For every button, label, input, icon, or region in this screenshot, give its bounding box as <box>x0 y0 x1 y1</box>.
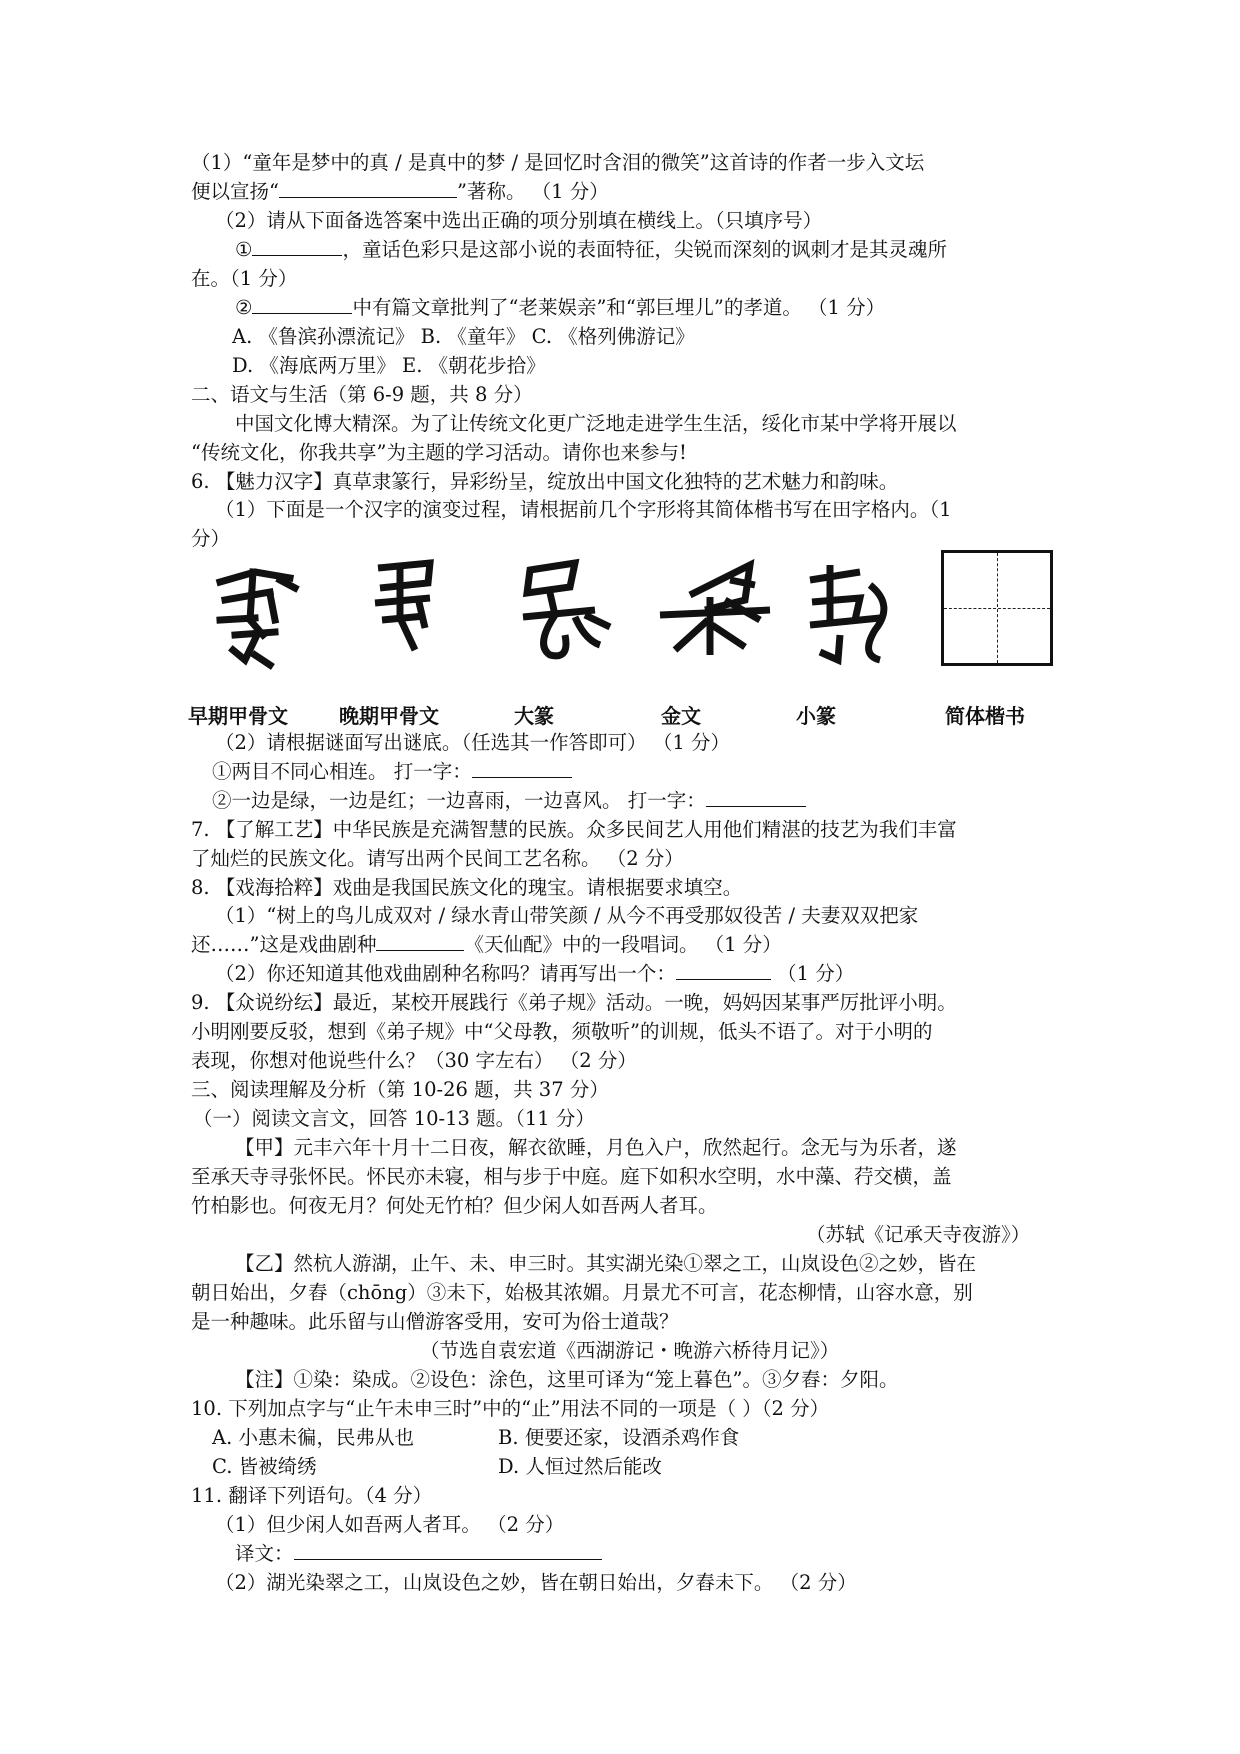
q6-1-line: （1）下面是一个汉字的演变过程，请根据前几个字形将其简体楷书写在田字格内。（1 <box>215 498 952 521</box>
caption-big-seal: 大篆 <box>514 704 554 728</box>
answer-blank[interactable] <box>252 237 342 256</box>
section-heading-2: 二、语文与生活（第 6-9 题，共 8 分） <box>191 383 533 406</box>
text: （1 分） <box>770 962 855 985</box>
text-line: 中国文化博大精深。为了让传统文化更广泛地走进学生生活，绥化市某中学将开展以 <box>235 412 957 435</box>
q11-2-line: （2）湖光染翠之工，山岚设色之妙，皆在朝日始出，夕舂未下。 （2 分） <box>215 1571 857 1594</box>
passage-notes: 【注】①染：染成。②设色：涂色，这里可译为“笼上暮色”。③夕舂：夕阳。 <box>235 1368 899 1391</box>
text: ②一边是绿，一边是红；一边喜雨，一边喜风。 打一字： <box>212 789 706 812</box>
riddle-2 <box>212 788 806 814</box>
answer-blank[interactable] <box>472 759 572 778</box>
passage-yi-line-2: 朝日始出，夕舂（chōng）③未下，始极其浓媚。月景尤不可言，花态柳情，山容水意，别 <box>191 1281 973 1304</box>
q5-2-item-1 <box>235 237 947 263</box>
q7-line: 7. 【了解工艺】中华民族是充满智慧的民族。众多民间艺人用他们精湛的技艺为我们丰富 <box>191 818 957 841</box>
small-seal-glyph <box>800 560 900 674</box>
q5-1-line-2 <box>191 179 609 205</box>
text: （2）你还知道其他戏曲剧种名称吗？请再写出一个： <box>215 962 676 985</box>
q10-option-c: C. 皆被绮绣 <box>212 1455 317 1478</box>
text: ② <box>235 296 253 319</box>
q10-line: 10. 下列加点字与“止午未申三时”中的“止”用法不同的一项是（ ）（2 分） <box>191 1397 830 1420</box>
text: ①两目不同心相连。 打一字： <box>212 760 472 783</box>
answer-blank[interactable] <box>279 179 457 198</box>
text: 中有篇文章批判了“老莱娱亲”和“郭巨埋儿”的孝道。 （1 分） <box>352 296 886 319</box>
big-seal-glyph <box>515 555 615 669</box>
text-line: 分） <box>191 527 231 550</box>
text-line: 了灿烂的民族文化。请写出两个民间工艺名称。 （2 分） <box>191 847 684 870</box>
caption-small-seal: 小篆 <box>796 704 836 728</box>
answer-blank[interactable] <box>376 932 464 951</box>
q8-1-line: （1）“树上的鸟儿成双对 / 绿水青山带笑颜 / 从今不再受那奴役苦 / 夫妻双双把家 <box>215 904 919 927</box>
options-line-1: A. 《鲁滨孙漂流记》 B. 《童年》 C. 《格列佛游记》 <box>232 325 695 348</box>
q5-2-item-2 <box>235 295 885 321</box>
text: 还……”这是戏曲剧种 <box>191 933 377 956</box>
passage-jia-line-3: 竹柏影也。何夜无月？何处无竹柏？但少闲人如吾两人者耳。 <box>191 1194 718 1217</box>
passage-jia-line-2: 至承天寺寻张怀民。怀民亦未寝，相与步于中庭。庭下如积水空明，水中藻、荇交横，盖 <box>191 1165 952 1188</box>
q8-2-line <box>215 961 854 987</box>
passage-yi-source: （节选自袁宏道《西湖游记・晚游六桥待月记》） <box>420 1339 840 1362</box>
q11-line: 11. 翻译下列语句。（4 分） <box>191 1484 433 1507</box>
passage-jia-source: （苏轼《记承天寺夜游》） <box>806 1223 1031 1246</box>
passage-yi-line-1: 【乙】然杭人游湖，止午、未、申三时。其实湖光染①翠之工，山岚设色②之妙，皆在 <box>235 1252 977 1275</box>
text-line: 表现，你想对他说些什么？（30 字左右） （2 分） <box>191 1049 637 1072</box>
answer-blank[interactable] <box>706 788 806 807</box>
caption-bronze: 金文 <box>661 704 701 728</box>
q10-option-d: D. 人恒过然后能改 <box>498 1455 662 1478</box>
passage-yi-line-3: 是一种趣味。此乐留与山僧游客受用，安可为俗士道哉？ <box>191 1310 679 1333</box>
q8-1-line-2 <box>191 932 782 958</box>
oracle-late-glyph <box>370 558 450 662</box>
answer-blank[interactable] <box>252 295 352 314</box>
options-line-2: D. 《海底两万里》 E. 《朝花步拾》 <box>232 354 546 377</box>
section-heading-3: 三、阅读理解及分析（第 10-26 题，共 37 分） <box>191 1078 609 1101</box>
text-line: 在。（1 分） <box>191 267 298 290</box>
caption-early-oracle: 早期甲骨文 <box>188 704 288 728</box>
caption-late-oracle: 晚期甲骨文 <box>339 704 439 728</box>
text-line: “传统文化，你我共享”为主题的学习活动。请你也来参与! <box>191 441 687 464</box>
text: ，童话色彩只是这部小说的表面特征，尖锐而深刻的讽刺才是其灵魂所 <box>342 238 947 261</box>
subsection-heading: （一）阅读文言文，回答 10-13 题。（11 分） <box>193 1107 595 1130</box>
q5-2-line: （2）请从下面备选答案中选出正确的项分别填在横线上。（只填序号） <box>215 209 823 232</box>
text: 便以宣扬“ <box>191 180 279 203</box>
bronze-glyph <box>650 555 780 669</box>
q5-1-line: （1）“童年是梦中的真 / 是真中的梦 / 是回忆时含泪的微笑”这首诗的作者一步入文坛 <box>191 151 925 174</box>
text: ① <box>235 238 253 261</box>
text-line: 小明刚要反驳，想到《弟子规》中“父母教，须敬听”的训规，低头不语了。对于小明的 <box>191 1020 933 1043</box>
q10-option-a: A. 小惠未徧，民弗从也 <box>212 1426 414 1449</box>
q6-2-line: （2）请根据谜面写出谜底。（任选其一作答即可） （1 分） <box>215 731 730 754</box>
caption-regular-script: 简体楷书 <box>945 704 1025 728</box>
q6-line: 6. 【魅力汉字】真草隶篆行，异彩纷呈，绽放出中国文化独特的艺术魅力和韵味。 <box>191 470 899 493</box>
text: 《天仙配》中的一段唱词。 （1 分） <box>464 933 782 956</box>
q9-line: 9. 【众说纷纭】最近，某校开展践行《弟子规》活动。一晚，妈妈因某事严厉批评小明。 <box>191 991 957 1014</box>
answer-blank[interactable] <box>676 961 771 980</box>
answer-blank[interactable] <box>294 1541 602 1560</box>
q10-option-b: B. 便要还家，设酒杀鸡作食 <box>498 1426 740 1449</box>
grid-horizontal-guide <box>944 608 1050 609</box>
text: 译文： <box>235 1542 294 1565</box>
q11-1-answer <box>235 1541 602 1567</box>
q11-1-line: （1）但少闲人如吾两人者耳。 （2 分） <box>215 1513 565 1536</box>
oracle-early-glyph <box>215 560 305 674</box>
tianzige-grid[interactable] <box>941 550 1053 666</box>
passage-jia-line-1: 【甲】元丰六年十月十二日夜，解衣欲睡，月色入户，欣然起行。念无与为乐者，遂 <box>235 1136 957 1159</box>
q8-line: 8. 【戏海拾粹】戏曲是我国民族文化的瑰宝。请根据要求填空。 <box>191 876 743 899</box>
riddle-1 <box>212 759 572 785</box>
text: ”著称。 （1 分） <box>456 180 609 203</box>
